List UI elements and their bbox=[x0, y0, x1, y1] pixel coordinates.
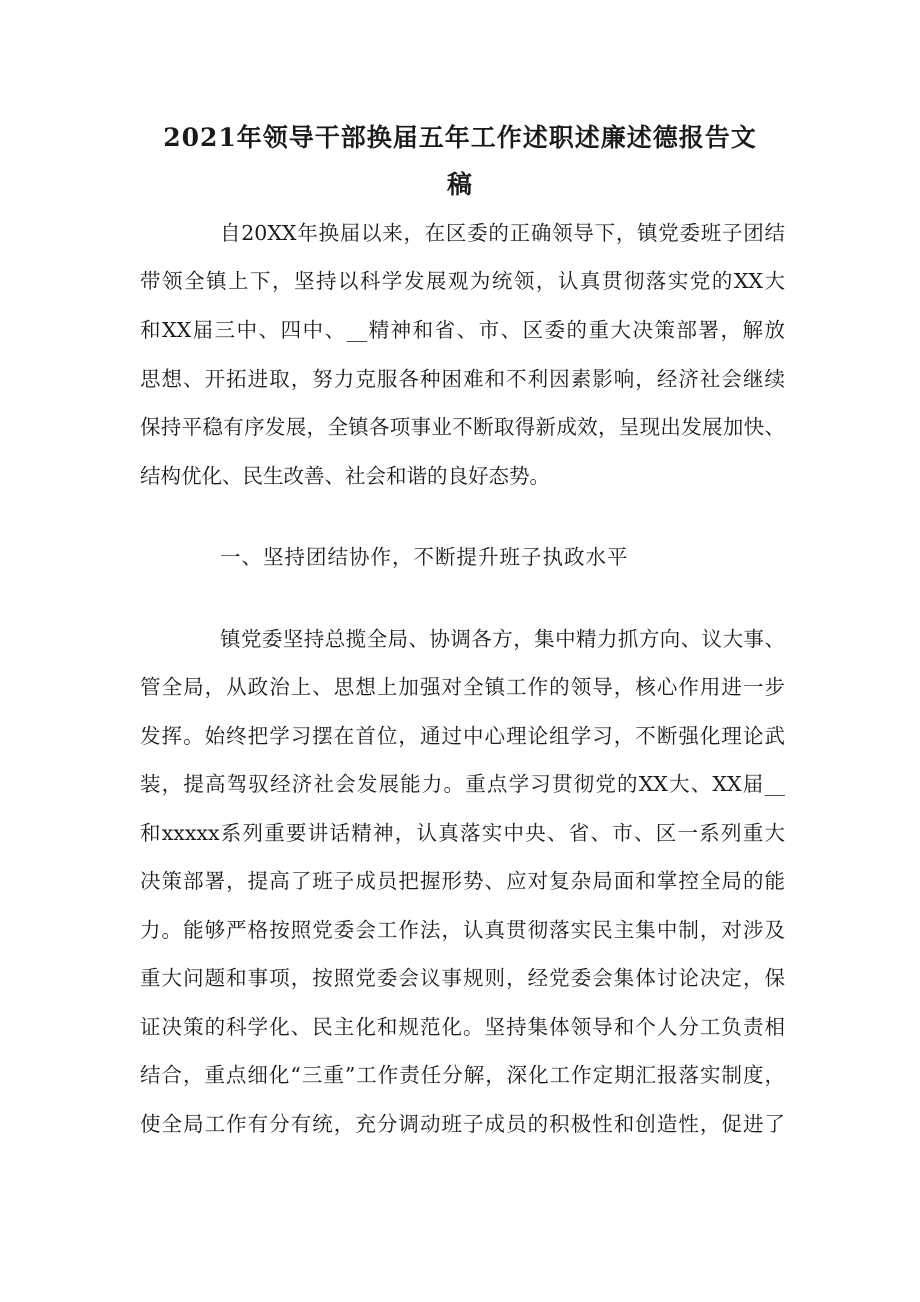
paragraph-line: 结合，重点细化“三重”工作责任分解，深化工作定期汇报落实制度， bbox=[140, 1063, 785, 1087]
paragraph-line: 和XX届三中、四中、__精神和省、市、区委的重大决策部署，解放 bbox=[140, 318, 785, 342]
paragraph-line: 结构优化、民生改善、社会和谐的良好态势。 bbox=[140, 464, 550, 488]
paragraph-line: 使全局工作有分有统，充分调动班子成员的积极性和创造性，促进了 bbox=[140, 1112, 785, 1136]
paragraph-line: 装，提高驾驭经济社会发展能力。重点学习贯彻党的XX大、XX届__ bbox=[140, 772, 785, 796]
paragraph-line: 决策部署，提高了班子成员把握形势、应对复杂局面和掌控全局的能 bbox=[140, 869, 785, 893]
paragraph-line: 镇党委坚持总揽全局、协调各方，集中精力抓方向、议大事、 bbox=[220, 627, 785, 651]
document-title-line-2: 稿 bbox=[446, 170, 473, 199]
section-heading: 一、坚持团结协作，不断提升班子执政水平 bbox=[220, 545, 629, 569]
paragraph-line: 重大问题和事项，按照党委会议事规则，经党委会集体讨论决定，保 bbox=[140, 966, 785, 990]
paragraph-line: 管全局，从政治上、思想上加强对全镇工作的领导，核心作用进一步 bbox=[140, 675, 785, 699]
paragraph-line: 证决策的科学化、民主化和规范化。坚持集体领导和个人分工负责相 bbox=[140, 1015, 785, 1039]
paragraph-line: 带领全镇上下，坚持以科学发展观为统领，认真贯彻落实党的XX大 bbox=[140, 269, 785, 293]
paragraph-line: 力。能够严格按照党委会工作法，认真贯彻落实民主集中制，对涉及 bbox=[140, 918, 785, 942]
paragraph-line: 发挥。始终把学习摆在首位，通过中心理论组学习，不断强化理论武 bbox=[140, 724, 785, 748]
document-title-line-1: 2021年领导干部换届五年工作述职述廉述德报告文 bbox=[163, 123, 757, 152]
paragraph-line: 自20XX年换届以来，在区委的正确领导下，镇党委班子团结 bbox=[220, 221, 785, 245]
paragraph-line: 保持平稳有序发展，全镇各项事业不断取得新成效，呈现出发展加快、 bbox=[140, 415, 785, 439]
paragraph-line: 和xxxxx系列重要讲话精神，认真落实中央、省、市、区一系列重大 bbox=[140, 821, 785, 845]
paragraph-line: 思想、开拓进取，努力克服各种困难和不利因素影响，经济社会继续 bbox=[140, 367, 785, 391]
